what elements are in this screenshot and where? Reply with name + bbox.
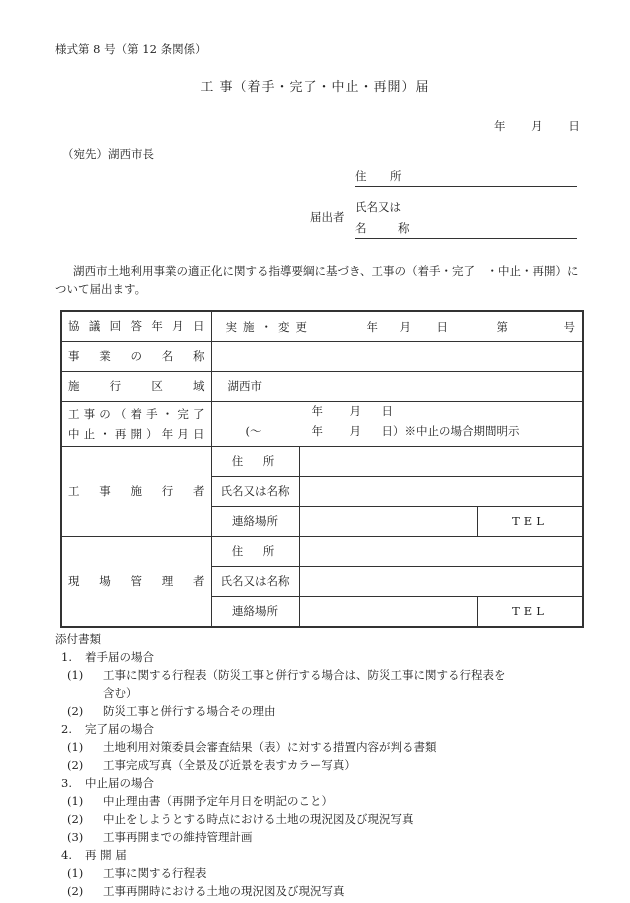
agreement-year-label: 年 (366, 320, 378, 334)
period-end-month: 月 (349, 424, 361, 438)
list-item (55, 648, 595, 666)
list-item (55, 738, 595, 756)
period-end-day-note: 日）※中止の場合期間明示 (381, 424, 520, 438)
item-number: (3) (67, 830, 84, 844)
agreement-date-cell[interactable] (211, 311, 583, 342)
item-number: (2) (67, 884, 84, 898)
page-title: 工 事（着手・完了・中止・再開）届 (200, 80, 430, 95)
list-item (55, 756, 595, 774)
list-item (55, 864, 595, 882)
item-text: 工事再開までの維持管理計画 (103, 830, 253, 844)
contractor-contact-label: 連絡場所 (211, 507, 299, 537)
item-number: (2) (67, 704, 84, 718)
manager-tel-label: TEL (477, 597, 583, 628)
contractor-label: 工事施行者 (61, 447, 211, 537)
agreement-day-label: 日 (436, 320, 448, 334)
period-label-1: 工事の（着手・完了 (68, 407, 205, 421)
contractor-name-cell[interactable] (299, 477, 583, 507)
attachments-title: 添付書類 (55, 632, 101, 646)
intro-text: 湖西市土地利用事業の適正化に関する指導要綱に基づき、工事の（着手・完了 ・中止・再開）について届出ます。 (55, 264, 579, 296)
manager-contact-label: 連絡場所 (211, 597, 299, 628)
item-text: 工事再開時における土地の現況図及び現況写真 (103, 884, 345, 898)
date-day-label: 日 (568, 119, 580, 133)
item-text: 工事に関する行程表（防災工事と併行する場合は、防災工事に関する行程表を (103, 668, 506, 682)
table-row-area (61, 372, 583, 402)
section-number: 1. (61, 650, 72, 664)
agreement-no-suffix: 号 (563, 320, 575, 334)
list-item (55, 720, 595, 738)
section-number: 4. (61, 848, 72, 862)
item-text: 工事に関する行程表 (103, 866, 207, 880)
list-item (55, 702, 595, 720)
applicant-address-line[interactable] (355, 169, 577, 187)
agreement-kind: 実施・変更 (225, 320, 313, 334)
section-number: 3. (61, 776, 72, 790)
form-number: 様式第 8 号（第 12 条関係） (55, 42, 207, 56)
applicant-name-line[interactable] (355, 221, 577, 239)
manager-name-cell[interactable] (299, 567, 583, 597)
list-item (55, 810, 595, 828)
manager-address-label: 住 所 (211, 537, 299, 567)
project-name-cell[interactable] (211, 342, 583, 372)
item-number: (1) (67, 866, 84, 880)
agreement-no-prefix: 第 (496, 320, 508, 334)
period-label (61, 402, 211, 447)
manager-contact-cell[interactable] (299, 597, 477, 628)
period-cell[interactable] (211, 402, 583, 447)
period-label-2: 中止・再開）年月日 (68, 427, 205, 441)
area-value[interactable]: 湖西市 (211, 372, 583, 402)
item-text: 工事完成写真（全景及び近景を表すカラー写真） (103, 758, 356, 772)
list-item (55, 828, 595, 846)
period-start-month: 月 (349, 404, 361, 418)
addressee: （宛先）湖西市長 (62, 147, 154, 161)
list-item (55, 666, 595, 684)
applicant-label: 届出者 (310, 210, 345, 224)
table-row-contractor-address (61, 447, 583, 477)
contractor-address-label: 住 所 (211, 447, 299, 477)
section-title: 着手届の場合 (85, 650, 154, 664)
table-row-period (61, 402, 583, 447)
table-row-agreement (61, 311, 583, 342)
table-row-project (61, 342, 583, 372)
contractor-address-cell[interactable] (299, 447, 583, 477)
date-year-label: 年 (494, 119, 506, 133)
table-row-manager-address (61, 537, 583, 567)
section-title: 中止届の場合 (85, 776, 154, 790)
item-text: 防災工事と併行する場合その理由 (103, 704, 276, 718)
item-text: 土地利用対策委員会審査結果（表）に対する措置内容が判る書類 (103, 740, 437, 754)
applicant-address-label: 住 所 (355, 169, 408, 184)
section-number: 2. (61, 722, 72, 736)
item-number: (1) (67, 740, 84, 754)
period-end-year: 年 (311, 424, 323, 438)
item-text: 中止理由書（再開予定年月日を明記のこと） (103, 794, 333, 808)
area-label: 施行区域 (61, 372, 211, 402)
list-item (55, 846, 595, 864)
list-item: 含む） (103, 686, 138, 700)
contractor-contact-cell[interactable] (299, 507, 477, 537)
manager-label: 現場管理者 (61, 537, 211, 628)
notification-table (60, 310, 584, 628)
list-item (55, 882, 595, 900)
list-item (55, 792, 595, 810)
list-item (55, 774, 595, 792)
period-start-day: 日 (381, 404, 393, 418)
submission-date (494, 119, 580, 134)
manager-address-cell[interactable] (299, 537, 583, 567)
project-name-label: 事業の名称 (61, 342, 211, 372)
agreement-date-label: 協議回答年月日 (61, 311, 211, 342)
item-number: (1) (67, 668, 84, 682)
contractor-tel-label: TEL (477, 507, 583, 537)
agreement-month-label: 月 (399, 320, 411, 334)
section-title: 再 開 届 (85, 848, 127, 862)
attachments-list (55, 630, 595, 900)
period-start-year: 年 (311, 404, 323, 418)
item-number: (2) (67, 758, 84, 772)
item-text: 中止をしようとする時点における土地の現況図及び現況写真 (103, 812, 414, 826)
applicant-name-label-2: 名 称 (355, 221, 420, 236)
date-month-label: 月 (531, 119, 543, 133)
section-title: 完了届の場合 (85, 722, 154, 736)
manager-name-label: 氏名又は名称 (211, 567, 299, 597)
item-number: (1) (67, 794, 84, 808)
period-tilde: (〜 (245, 424, 262, 438)
contractor-name-label: 氏名又は名称 (211, 477, 299, 507)
applicant-name-label-1: 氏名又は (355, 200, 401, 214)
item-number: (2) (67, 812, 84, 826)
